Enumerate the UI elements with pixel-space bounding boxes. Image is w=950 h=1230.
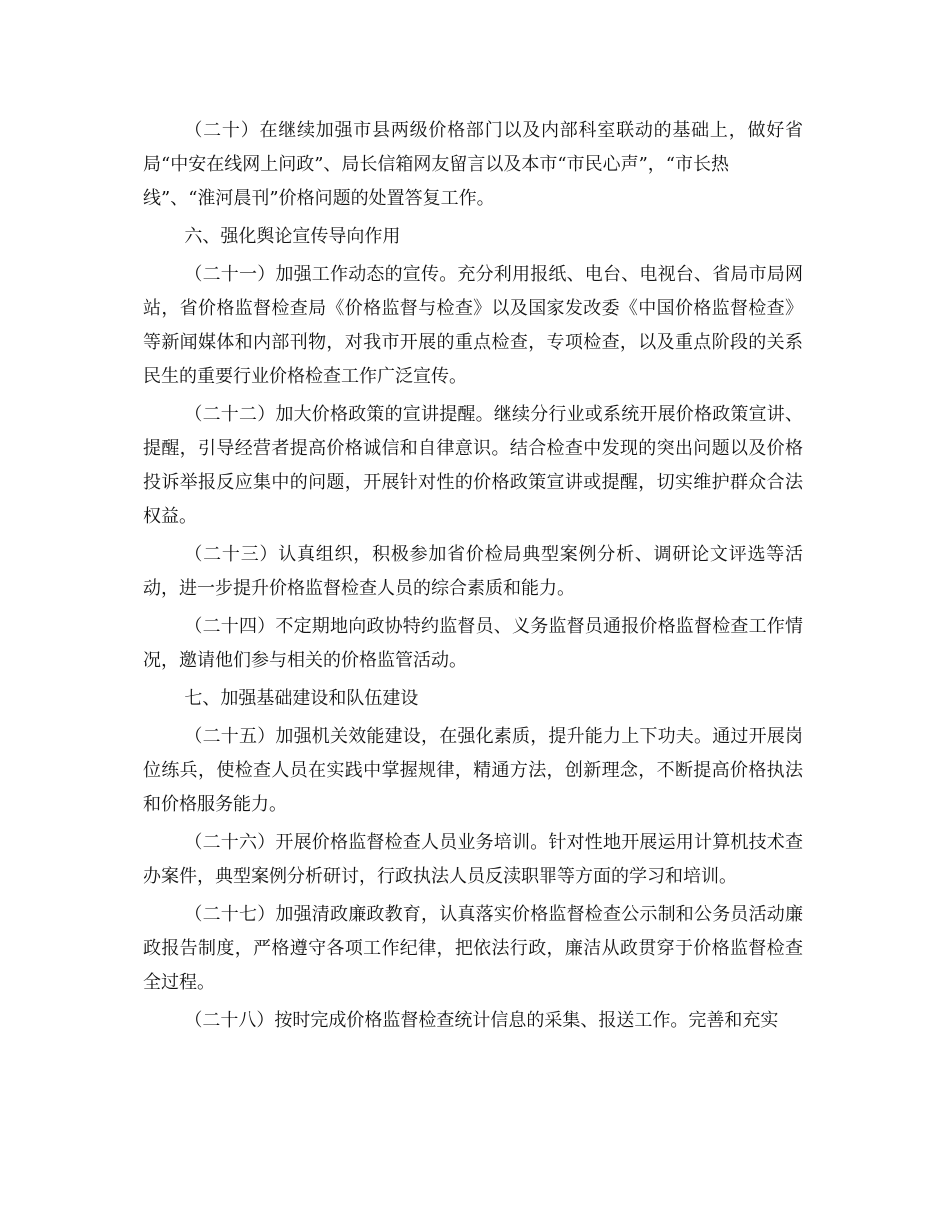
document-body — [143, 114, 803, 1042]
paragraph-28: （二十八）按时完成价格监督检查统计信息的采集、报送工作。完善和充实 — [184, 1010, 779, 1031]
paragraph-21: （二十一）加强工作动态的宣传。充分利用报纸、电台、电视台、省局市局网站，省价格监督检查局《价格监督与检查》以及国家发改委《中国价格监督检查》等新闻媒体和内部刊物，对我市开展的重点检查，专项检查，以及重点阶段的关系民生的重要行业价格检查工作广泛宣传。 — [143, 264, 803, 387]
paragraph-22: （二十二）加大价格政策的宣讲提醒。继续分行业或系统开展价格政策宣讲、提醒，引导经营者提高价格诚信和自律意识。结合检查中发现的突出问题以及价格投诉举报反应集中的问题，开展针对性的价格政策宣讲或提醒，切实维护群众合法权益。 — [143, 404, 803, 527]
section-heading-6: 六、强化舆论宣传导向作用 — [184, 226, 401, 247]
paragraph-26: （二十六）开展价格监督检查人员业务培训。针对性地开展运用计算机技术查办案件，典型案例分析研讨，行政执法人员反渎职罪等方面的学习和培训。 — [143, 832, 803, 887]
paragraph-24: （二十四）不定期地向政协特约监督员、义务监督员通报价格监督检查工作情况，邀请他们参与相关的价格监管活动。 — [143, 616, 803, 671]
paragraph-23: （二十三）认真组织，积极参加省价检局典型案例分析、调研论文评选等活动，进一步提升价格监督检查人员的综合素质和能力。 — [143, 544, 803, 599]
paragraph-20: （二十）在继续加强市县两级价格部门以及内部科室联动的基础上，做好省局“中安在线网上问政”、局长信箱网友留言以及本市“市民心声”，“市长热 线”、“淮河晨刊”价格问题的处置答复工作。 — [143, 120, 803, 209]
section-heading-7: 七、加强基础建设和队伍建设 — [184, 688, 419, 709]
paragraph-27: （二十七）加强清政廉政教育，认真落实价格监督检查公示制和公务员活动廉政报告制度，严格遵守各项工作纪律，把依法行政，廉洁从政贯穿于价格监督检查全过程。 — [143, 904, 803, 993]
paragraph-25: （二十五）加强机关效能建设，在强化素质，提升能力上下功夫。通过开展岗位练兵，使检查人员在实践中掌握规律，精通方法，创新理念，不断提高价格执法和价格服务能力。 — [143, 726, 803, 815]
